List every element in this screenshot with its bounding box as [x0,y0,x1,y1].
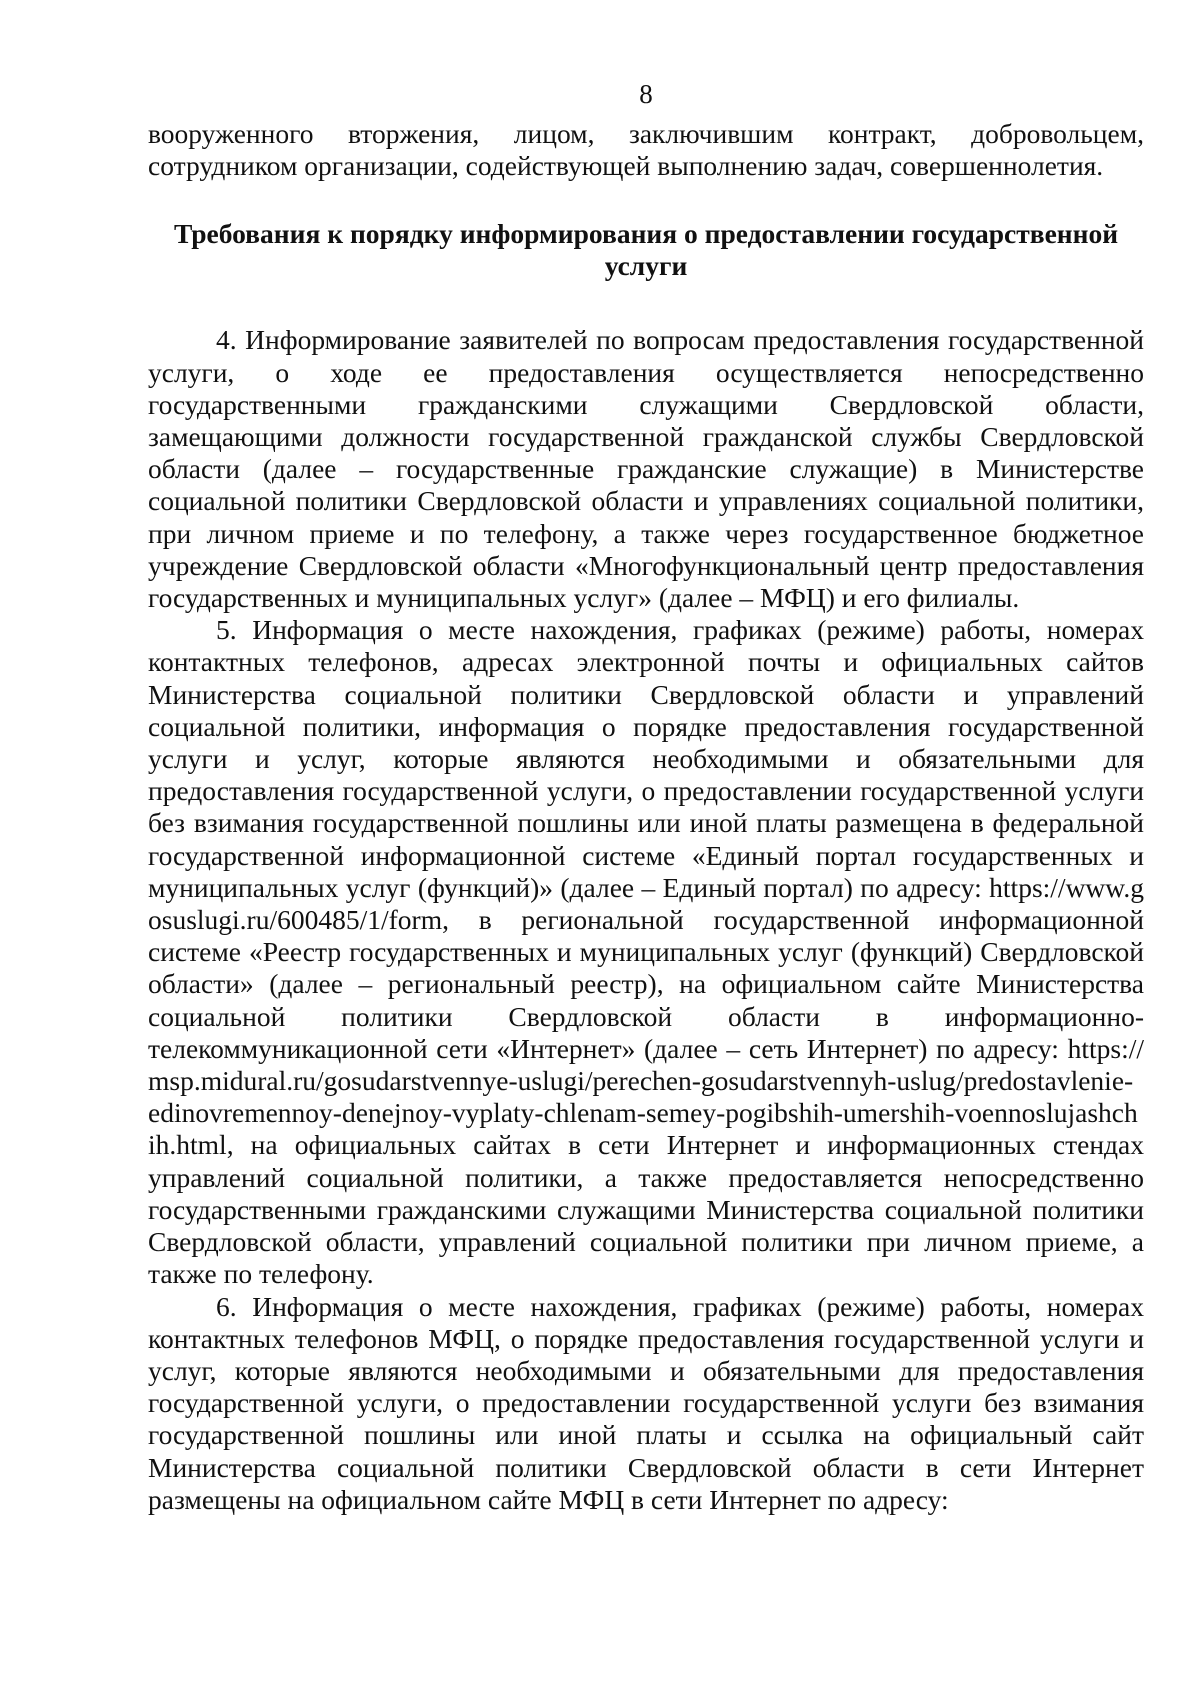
paragraph-6: 6. Информация о месте нахождения, графиках (режиме) работы, номерах контактных телефонов МФЦ, о порядке предоставления государственной услуги и услуг, которые являются необходимыми и обязательными для предоставления государственной услуги, о предоставлении государственной услуги без взимания государственной пошлины или иной платы и ссылка на официальный сайт Министерства социальной политики Свердловской области в сети Интернет размещены на официальном сайте МФЦ в сети Интернет по адресу: [148,1290,1144,1515]
paragraph-5-text-1: 5. Информация о месте нахождения, графиках (режиме) работы, номерах контактных телефонов, адресах электронной почты и официальных сайтов Министерства социальной политики Свердловской области и управлений социальной политики, информация о порядке предоставления государственной услуги и услуг, которые являются необходимыми и обязательными для предоставления государственной услуги, о предоставлении государственной услуги без взимания государственной пошлины или иной платы размещена в федеральной государственной информационной системе «Единый портал государственных и муниципальных услуг (функций)» (далее – Единый портал) по адресу: [148,614,1144,903]
continuation-paragraph: вооруженного вторжения, лицом, заключившим контракт, добровольцем, сотрудником организации, содействующей выполнению задач, совершеннолетия. [148,118,1144,182]
paragraph-5-text-3: , на официальных сайтах в сети Интернет и информационных стендах управлений социальной политики, а также предоставляется непосредственно государственными гражданскими служащими Министерства социальной политики Свердловской области, управлений социальной политики при личном приеме, а также по телефону. [148,1129,1144,1290]
paragraph-4: 4. Информирование заявителей по вопросам предоставления государственной услуги, о ходе ее предоставления осуществляется непосредственно государственными гражданскими служащими Свердловской области, замещающими должности государственной гражданской службы Свердловской области (далее – государственные гражданские служащие) в Министерстве социальной политики Свердловской области и управлениях социальной политики, при личном приеме и по телефону, а также через государственное бюджетное учреждение Свердловской области «Многофункциональный центр предоставления государственных и муниципальных услуг» (далее – МФЦ) и его филиалы. [148,324,1144,614]
paragraph-5 [148,614,1144,1290]
paragraph-5-text-2: , в региональной государственной информационной системе «Реестр государственных и муниципальных услуг (функций) Свердловской области» (далее – региональный реестр), на официальном сайте Министерства социальной политики Свердловской области в информационно-телекоммуникационной сети «Интернет» (далее – сеть Интернет) по адресу: [148,904,1144,1064]
section-heading: Требования к порядку информирования о предоставлении государственной услуги [173,218,1119,282]
msp-midural-link[interactable]: https://msp.midural.ru/gosudarstvennye-uslugi/perechen-gosudarstvennyh-uslug/predostavlenie-edinovremennoy-denejnoy-vyplaty-chlenam-semey-pogibshih-umershih-voennoslujashchih.html [148,1032,1144,1161]
gosuslugi-link[interactable]: https://www.gosuslugi.ru/600485/1/form [148,871,1144,936]
page-number: 8 [639,79,653,109]
